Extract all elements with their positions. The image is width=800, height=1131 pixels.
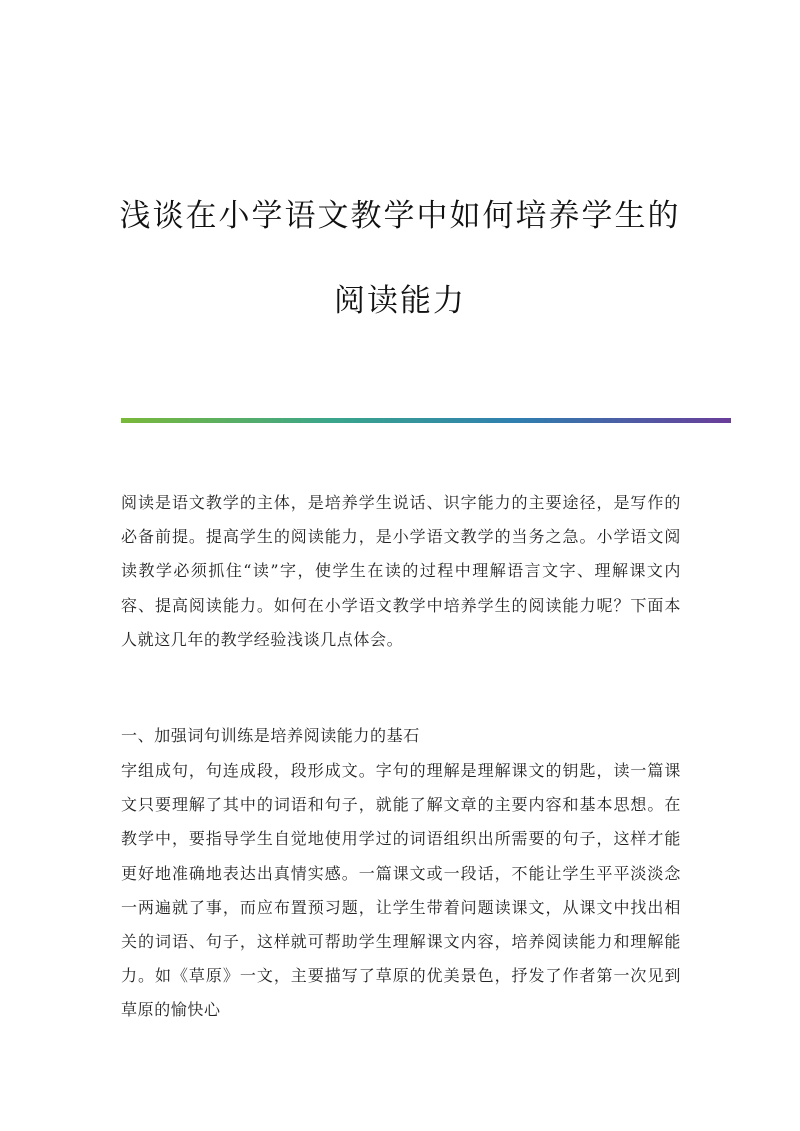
document-title-line-1: 浅谈在小学语文教学中如何培养学生的 bbox=[119, 198, 681, 234]
intro-paragraph: 阅读是语文教学的主体，是培养学生说话、识字能力的主要途径，是写作的必备前提。提高学生的阅读能力，是小学语文教学的当务之急。小学语文阅读教学必须抓住“读”字，使学生在读的过程中理解语言文字、理解课文内容、提高阅读能力。如何在小学语文教学中培养学生的阅读能力呢？下面本人就这几年的教学经验浅谈几点体会。 bbox=[121, 493, 681, 649]
section-heading-1: 一、加强词句训练是培养阅读能力的基石 bbox=[121, 726, 420, 745]
gradient-divider bbox=[121, 418, 731, 423]
section-1-paragraph: 字组成句，句连成段，段形成文。字句的理解是理解课文的钥匙，读一篇课文只要理解了其中的词语和句子，就能了解文章的主要内容和基本思想。在教学中，要指导学生自觉地使用学过的词语组织出所需要的句子，这样才能更好地准确地表达出真情实感。一篇课文或一段话，不能让学生平平淡淡念一两遍就了事，而应布置预习题，让学生带着问题读课文，从课文中找出相关的词语、句子，这样就可帮助学生理解课文内容，培养阅读能力和理解能力。如《草原》一文，主要描写了草原的优美景色，抒发了作者第一次见到草原的愉快心 bbox=[121, 761, 681, 1020]
document-title-line-2: 阅读能力 bbox=[334, 283, 466, 319]
